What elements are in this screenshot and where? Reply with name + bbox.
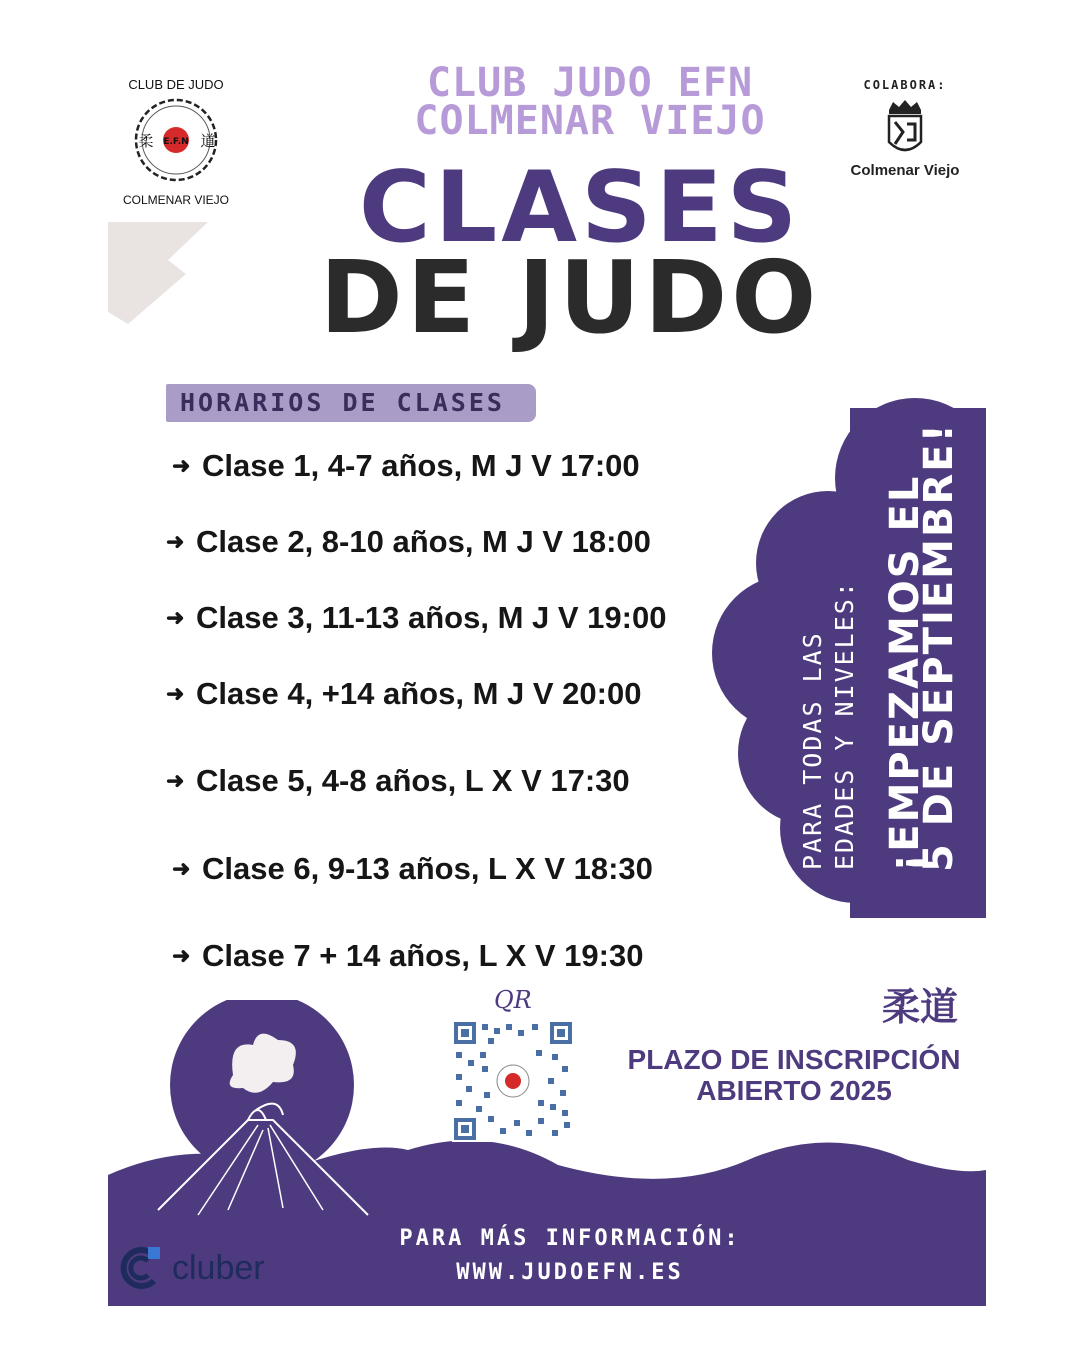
promo-line3: ¡EMPEZAMOS EL [882,474,928,872]
arrow-right-icon: ➜ [166,681,185,706]
corner-decoration [108,222,208,324]
class-row [166,763,630,799]
info-website[interactable]: WWW.JUDOEFN.ES [456,1260,684,1285]
cluber-logo [116,1240,265,1296]
club-logo [120,72,232,212]
logo-top-text: CLUB DE JUDO [128,77,224,92]
logo-right-kanji: 道 [200,132,216,150]
class-text: Clase 3, 11-13 años, M J V 19:00 [196,600,667,635]
logo-center-text: E.F.N [163,137,189,147]
info-line1: PARA MÁS INFORMACIÓN: [399,1226,741,1251]
colabora-name: Colmenar Viejo [850,162,960,179]
logo-bottom-text: COLMENAR VIEJO [122,193,230,207]
promo-line1: PARA TODAS LAS [798,631,827,870]
club-name-line1: CLUB JUDO EFN [426,60,754,106]
class-text: Clase 1, 4-7 años, M J V 17:00 [202,448,640,483]
club-name-line2: COLMENAR VIEJO [414,98,766,144]
class-text: Clase 2, 8-10 años, M J V 18:00 [196,524,651,559]
class-row [166,676,641,712]
qr-code[interactable] [452,1020,574,1142]
title-de-judo: DE JUDO [319,239,821,356]
promo-line2: EDADES Y NIVELES: [830,580,859,870]
crest-icon [883,98,927,160]
class-row [172,448,640,484]
arrow-right-icon: ➜ [166,768,185,793]
arrow-right-icon: ➜ [172,453,191,478]
qr-label: QR [494,986,532,1014]
colabora-block [840,78,970,179]
cluber-text: cluber [172,1248,265,1287]
class-row [172,851,653,887]
club-name-heading [330,60,850,144]
title-clases: CLASES [358,151,802,265]
registration-block [606,1044,982,1106]
arrow-right-icon: ➜ [172,943,191,968]
colabora-label: COLABORA: [863,78,947,92]
registration-line2: ABIERTO 2025 [696,1075,892,1106]
horarios-heading: HORARIOS DE CLASES [180,388,505,417]
arrow-right-icon: ➜ [166,605,185,630]
promo-line4: 5 DE SEPTIEMBRE! [916,422,962,872]
kanji-mark [872,984,968,1028]
arrow-right-icon: ➜ [172,856,191,881]
kanji-text: 柔道 [881,985,959,1028]
class-text: Clase 7 + 14 años, L X V 19:30 [202,938,644,973]
class-row [166,600,666,636]
footer-info [360,1222,780,1290]
class-row [166,524,651,560]
class-row [172,938,643,974]
class-text: Clase 4, +14 años, M J V 20:00 [196,676,642,711]
class-text: Clase 5, 4-8 años, L X V 17:30 [196,763,630,798]
logo-left-kanji: 柔 [138,132,154,150]
class-text: Clase 6, 9-13 años, L X V 18:30 [202,851,653,886]
registration-line1: PLAZO DE INSCRIPCIÓN [627,1044,961,1075]
cluber-icon [116,1243,166,1293]
arrow-right-icon: ➜ [166,529,185,554]
